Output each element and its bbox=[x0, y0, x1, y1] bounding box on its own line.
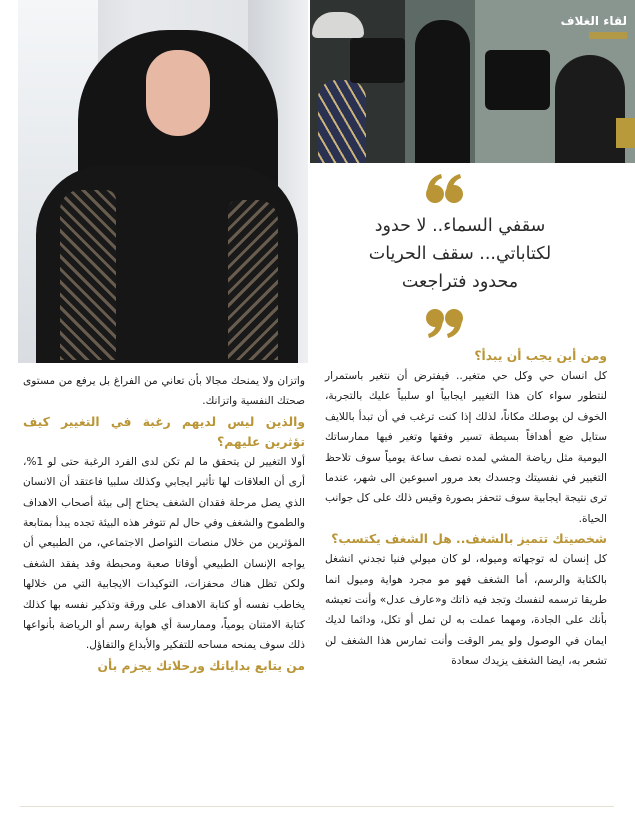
article-column-right bbox=[325, 346, 607, 672]
pull-quote-line: محدود فتراجعت bbox=[401, 272, 519, 292]
person-right bbox=[555, 55, 625, 163]
film-set-photo bbox=[310, 0, 635, 163]
answer-paragraph: كل انسان حي وكل حي متغير.. فيفترض أن نتغير باستمرار لنتطور سواء كان هذا التغيير ايجابياً او سلبياً عليك بالتجربة، الخوف لن يوصلك مكاناً، لذلك إذا كنت ترغب في أن تبدأ باللايف ستايل ضع أهدافاً بسيطة تسير وفقها وتغير فيها ممارساتك اليومية مثل رياضة المشي لمده نصف ساعة يومياً سوف تلاحظ التغيير في نفسيتك وجسدك بعد مرور اسبوعين الى شهر، عندما ترى نتيجة ايجابية سوف تتحفز بصورة وقيس ذلك على كل جوانب الحياة. bbox=[325, 370, 607, 525]
pull-quote-line: سقفي السماء.. لا حدود bbox=[374, 216, 546, 236]
question-heading: والذين ليس لديهم رغبة في التغيير كيف تؤثرين عليهم؟ bbox=[23, 414, 305, 449]
pull-quote-line: لكتاباتي... سقف الحريات bbox=[368, 244, 552, 264]
section-tag bbox=[561, 14, 627, 28]
quote-open-icon bbox=[425, 172, 465, 206]
person-center bbox=[415, 20, 470, 163]
embroidery-right bbox=[228, 200, 278, 360]
side-accent-strip bbox=[616, 118, 635, 148]
quote-close-icon bbox=[424, 306, 464, 340]
section-tag-label: لقاء الغلاف bbox=[560, 14, 627, 28]
question-heading: من يتابع بداياتك ورحلاتك يجزم بأن bbox=[97, 658, 305, 673]
face-shape bbox=[146, 50, 210, 136]
footer-divider bbox=[20, 806, 614, 807]
question-heading: ومن أين يجب أن يبدأ؟ bbox=[474, 349, 607, 363]
camera-left bbox=[350, 38, 405, 83]
portrait-photo bbox=[18, 0, 308, 363]
floral-dress bbox=[318, 80, 366, 163]
answer-paragraph: أولا التغيير لن يتحقق ما لم تكن لدى الفرد الرغبة حتى لو 1%، أرى أن العلاقات لها تأثير ايجابي وكذلك سلبيا فاعتقد أن الانسان الذي يصل مرحلة فقدان الشغف يحتاج إلى بيئة أصحاب الاهداف والطموح والشغف وفي حال لم تتوفر هذه البيئة تجده يبدأ بمتابعة المؤثرين من خلال منصات التواصل الاجتماعي، من الطبيعي أن يواجه الإنسان الطبيعي أوقاتا صعبة ومحبطة وقد يفقد الشغف ولكن تظل هناك محفزات، التوكيدات الايجابية التي من خلالها يخاطب نفسه أو كتابة الاهداف على ورقة وتذكير نفسه بها كذلك كتابة الامتنان يومياً، وممارسة أي هواية رسم أو الرياضة بأنواعها ذلك سوف يمنحه مساحه للتفكير والأبداع والتفاؤل. bbox=[23, 455, 305, 652]
section-tag-bar bbox=[589, 32, 627, 39]
article-column-left bbox=[23, 371, 305, 676]
pull-quote bbox=[330, 212, 590, 302]
embroidery-left bbox=[60, 190, 116, 360]
hat-shape bbox=[312, 12, 364, 38]
answer-paragraph: واتزان ولا يمنحك مجالا بأن تعاني من الفراغ بل يرفع من مستوى صحتك النفسية واتزانك. bbox=[23, 375, 305, 408]
answer-paragraph: كل إنسان له توجهاته وميوله، لو كان ميولي فنيا تجدني انشغل بالكتابة والرسم، أما الشغف فهو مو مجرد هواية وميول انما طريقا ترسمه لنفسك وتجد فيه ذاتك و«عارف عدل» وأنت تعيشه بأنك على الجادة، ومهما عملت به لن تمل أو تكل، ودائما لديك ايمان في الوصول ولو يمر الوقت وأنت تمارس هذا الشغف لن تشعر به، ايضا الشغف يزيدك سعادة bbox=[325, 553, 607, 668]
camera-right bbox=[485, 50, 550, 110]
question-heading: شخصيتك تتميز بالشغف.. هل الشغف يكتسب؟ bbox=[331, 532, 607, 547]
